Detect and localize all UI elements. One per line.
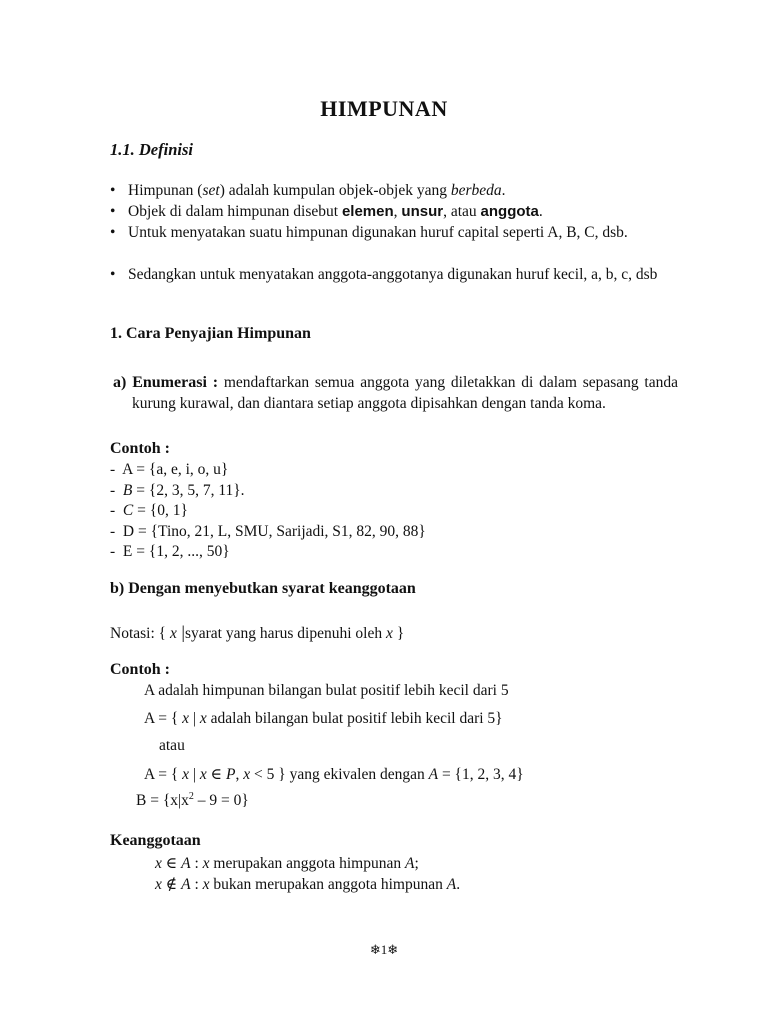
contoh2-line1: A adalah himpunan bilangan bulat positif lebih kecil dari 5 bbox=[144, 682, 509, 699]
keanggotaan-line2: x ∉ A : x bukan merupakan anggota himpunan A. bbox=[155, 876, 461, 893]
bullet-dot: • bbox=[110, 266, 116, 283]
contoh2-line3: A = { x | x ∈ P, x < 5 } yang ekivalen dengan A = {1, 2, 3, 4} bbox=[144, 766, 524, 783]
ornament-right-icon: ❄ bbox=[387, 942, 399, 957]
atau-text: atau bbox=[159, 737, 185, 754]
contoh-list bbox=[110, 460, 426, 563]
bullet-item: • Sedangkan untuk menyatakan anggota-anggotanya digunakan huruf kecil, a, b, c, dsb bbox=[110, 266, 658, 283]
page-number: ❄1❄ bbox=[369, 942, 399, 957]
keanggotaan-line1: x ∈ A : x merupakan anggota himpunan A; bbox=[155, 855, 419, 872]
ornament-left-icon: ❄ bbox=[369, 942, 381, 957]
syarat-heading: b) Dengan menyebutkan syarat keanggotaan bbox=[110, 580, 416, 597]
contoh-label: Contoh : bbox=[110, 440, 171, 457]
list-item: - E = {1, 2, ..., 50} bbox=[110, 543, 230, 560]
enumerasi-paragraph: a) Enumerasi : mendaftarkan semua anggota yang diletakkan di dalam sepasang tanda kurung kurawal, dan diantara setiap anggota dipisahkan dengan tanda koma. bbox=[113, 374, 678, 412]
list-item: - A = {a, e, i, o, u} bbox=[110, 461, 229, 478]
bullet-item: • Himpunan (set) adalah kumpulan objek-objek yang berbeda. bbox=[110, 182, 506, 199]
contoh2-line2: A = { x | x adalah bilangan bulat positif lebih kecil dari 5} bbox=[144, 710, 503, 727]
cara-heading: 1. Cara Penyajian Himpunan bbox=[110, 325, 311, 342]
bullet-dot: • bbox=[110, 203, 116, 220]
page-title: HIMPUNAN bbox=[320, 96, 448, 121]
list-item: - B = {2, 3, 5, 7, 11}. bbox=[110, 481, 245, 499]
bullet-item: • Objek di dalam himpunan disebut elemen, unsur, atau anggota. bbox=[110, 203, 543, 220]
definisi-heading: 1.1. Definisi bbox=[110, 140, 193, 159]
list-item: - D = {Tino, 21, L, SMU, Sarijadi, S1, 82, 90, 88} bbox=[110, 522, 426, 540]
bullet-dot: • bbox=[110, 224, 116, 241]
list-item: - C = {0, 1} bbox=[110, 502, 188, 519]
notasi-line: Notasi: { x |syarat yang harus dipenuhi oleh x } bbox=[110, 622, 405, 642]
bullet-item: • Untuk menyatakan suatu himpunan digunakan huruf capital seperti A, B, C, dsb. bbox=[110, 224, 628, 241]
bullet-dot: • bbox=[110, 182, 116, 199]
keanggotaan-heading: Keanggotaan bbox=[110, 832, 201, 849]
contoh-label-2: Contoh : bbox=[110, 661, 171, 678]
contoh2-line4: $B = \{x|x^2 - 9 = 0\}$ bbox=[136, 791, 249, 809]
